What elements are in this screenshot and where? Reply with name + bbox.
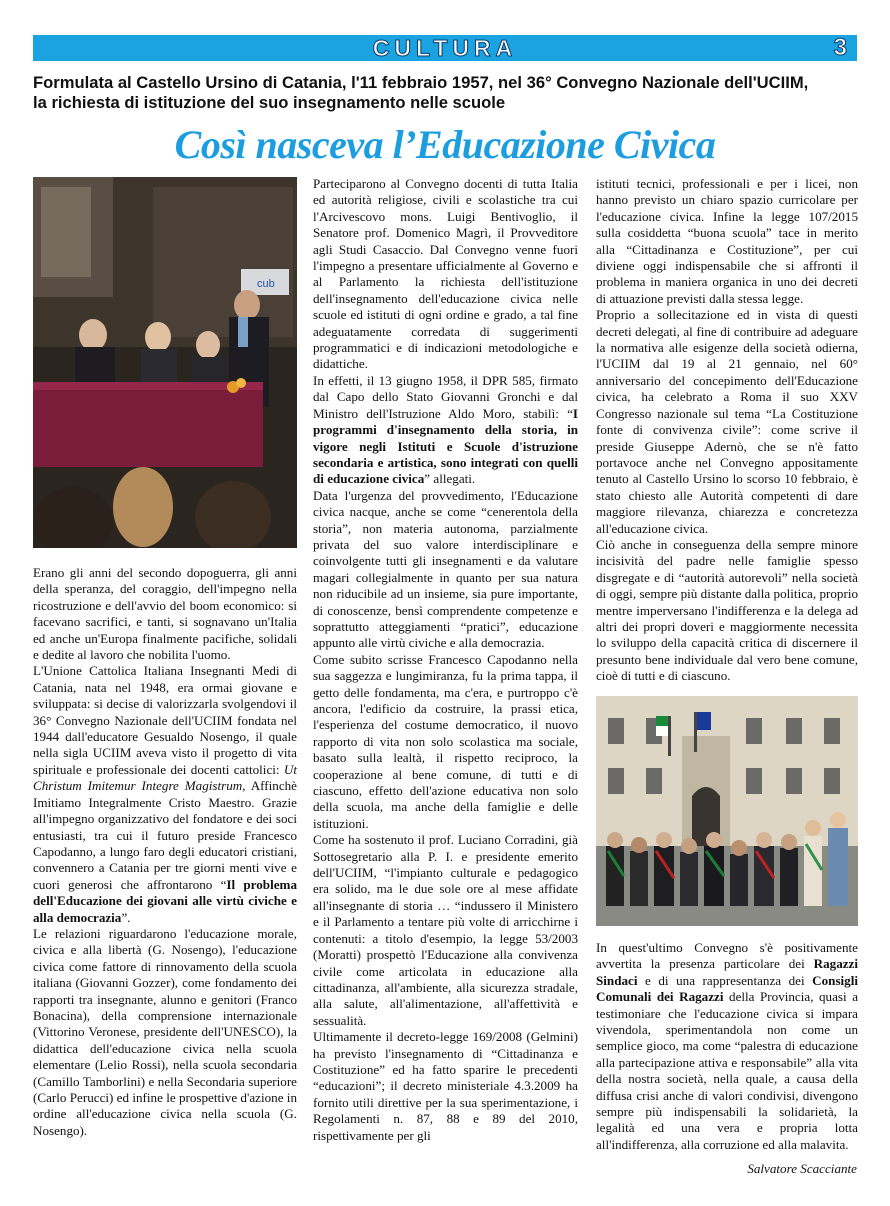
author-signature: Salvatore Scacciante <box>747 1161 857 1176</box>
paragraph: Come subito scrisse Francesco Capodanno nella sua saggezza e lungimiranza, fu la prima tappa, il getto delle fondamenta, ma c'era, e purtroppo c'è ancora, l'edificio da costruire, la prassi etica, l'esperienza del costume democratico, il nuovo rapporto di vita non solo scolastica ma sociale, basato sulla lealtà, il rispetto reciproco, la cooperazione al bene comune, di tutti e di ciascuno, effetto dell'azione educativa non solo della scuola, ma anche della famiglie e delle istituzioni. <box>313 651 578 831</box>
bold-quote: Il problema dell'Educazione dei giovani alle virtù civiche e alla democrazia <box>33 876 297 925</box>
article-column-1 <box>33 565 297 1139</box>
conference-photo <box>33 177 297 548</box>
page-number: 3 <box>833 34 847 61</box>
headline: Così nasceva l’Educazione Civica <box>174 122 716 167</box>
paragraph: Data l'urgenza del provvedimento, l'Educazione civica nacque, anche se come “cenerentola della storia”, non materia autonoma, parzialmente privata del suo valore interdisciplinare e coinvolgente tutti gli insegnamenti e da valutare magari collegialmente in quanto per sua natura non riducibile ad un insieme, sia pure importante, di conoscenze, bensì comprendente competenze e soprattutto atteggiamenti “pratici”, educazione appunto alle virtù civiche e alla democrazia. <box>313 487 578 651</box>
text-run: della Provincia, quasi a testimoniare che l'educazione civica si impara vivendola, sperimentandola non come un semplice gioco, ma come “palestra di educazione alla partecipazione attiva e responsabile” alla vita della nostra società, nella quale, a causa della diffusa crisi anche di valori condivisi, divengono sempre più indispensabili la solidarietà, la legalità ed una vera e propria lotta all'indifferenza, alla corruzione ed alla malavita. <box>596 989 859 1152</box>
section-title: CULTURA <box>372 35 518 61</box>
article-column-2 <box>313 176 578 1144</box>
paragraph <box>596 940 858 1153</box>
paragraph <box>33 663 297 926</box>
paragraph: Come ha sostenuto il prof. Luciano Corradini, già Sottosegretario alla P. I. e presidente emerito dell'UCIIM, “l'impianto culturale e pedagogico era solido, ma le due sole ore al mese affidate all'insegnante di storia … “indussero il Ministero e il Parlamento a tentare più volte di arricchirne i contenuti: a titolo d'esempio, la legge 53/2003 (Moratti) prospettò l'Educazione alla convivenza civile come articolata in educazione alla cittadinanza, all'ambiente, alla sicurezza stradale, alla salute, all'alimentazione, all'affettività e sessualità. <box>313 832 578 1028</box>
text-run: , Affinchè Imitiamo Integralmente Cristo Maestro. Grazie all'impegno organizzativo del fondatore e dei soci entusiasti, tra cui il futuro preside Francesco Capodanno, a lungo faro degli educatori cristiani, convennero a Catania per tre giorni menti vive e cuori generosi che affrontarono “ <box>33 778 297 892</box>
text-run: In quest'ultimo Convegno s'è positivamente avvertita la presenza particolare dei <box>596 940 858 972</box>
section-banner <box>33 35 857 61</box>
text-run: ”. <box>121 909 131 925</box>
bold-term: Ragazzi Sindaci <box>596 956 858 988</box>
text-run: ” allegati. <box>424 471 476 487</box>
bold-quote: I programmi d'insegnamento della storia, in vigore negli Istituti e Scuole d'istruzione secondaria e artistica, sono integrati con quelli di educazione civica <box>313 405 578 487</box>
paragraph: Ultimamente il decreto-legge 169/2008 (Gelmini) ha previsto l'insegnamento di “Cittadinanza e Costituzione” ed ha fatto sparire le precedenti “educazioni”; il decreto ministeriale 4.3.2009 ha fornito utili direttive per la sua sperimentazione, i Regolamenti n. 87, 88 e 89 del 2010, rispettivamente per gli <box>313 1029 578 1143</box>
desk-sign-text: cub <box>257 278 275 290</box>
paragraph: istituti tecnici, professionali e per i licei, non hanno previsto un chiaro spazio curricolare per l'educazione civica. Infine la legge 107/2015 sulla cosiddetta “buona scuola” tace in merito alla “Cittadinanza e Costituzione”, per cui diviene oggi indispensabile che si affronti il problema in maniera organica in uno dei decreti di attuazione previsti dalla stessa legge. <box>596 176 858 306</box>
paragraph: Proprio a sollecitazione ed in vista di questi decreti delegati, al fine di contribuire ad adeguare la normativa alle esigenze della società odierna, l'UCIIM dal 19 al 21 gennaio, nel 60° anniversario del concepimento dell'Educazione civica, ha celebrato a Roma il suo XXV Congresso nazionale sul tema “La Costituzione fonte di convivenza civile”: come scrive il preside Giuseppe Adernò, che se n'è fatto portavoce anche nel Convegno appositamente tenuto al Castello Ursino lo scorso 10 febbraio, è stato chiesto alle Autorità competenti di dare maggiore rilevanza, chiarezza e concretezza all'educazione civica. <box>596 307 858 536</box>
kicker-line-1: Formulata al Castello Ursino di Catania, l'11 febbraio 1957, nel 36° Convegno Nazionale dell'UCIIM, <box>33 73 809 92</box>
text-run: L'Unione Cattolica Italiana Insegnanti Medi di Catania, nata nel 1948, era ormai giovane e sviluppata: si decise di valorizzarla svolgendovi il 36° Convegno Nazionale dell'UCIIM fondata nel 1944 dall'educatore Gesualdo Nosengo, il quale nella sigla UCIIM aveva visto il progetto di vita spirituale e professionale dei docenti cattolici: <box>33 663 297 777</box>
text-run: e di una rappresentanza dei <box>637 972 813 988</box>
paragraph: Ciò anche in conseguenza della sempre minore incisività del padre nelle famiglie spesso disgregate e di “autorità autorevoli” nella società di oggi, sempre più distante dalla politica, proprio mentre imperversano l'indifferenza e la delega ad altri dei propri doveri e maggiormente necessita lo sviluppo della capacità critica di discernere il presunto bene individuale dal vero bene comune, cioè di tutti e di ciascuno. <box>596 536 858 684</box>
text-run: In effetti, il 13 giugno 1958, il DPR 585, firmato dal Capo dello Stato Giovanni Gronchi e dal Ministro dell'Istruzione Aldo Moro, stabilì: “ <box>313 372 578 421</box>
paragraph: Le relazioni riguardarono l'educazione morale, civica e alla libertà (G. Nosengo), l'educazione civica come fattore di rinnovamento della scuola italiana (Giovanni Gozzer), come fondamento dei rapporti tra insegnante, alunno e genitori (Franco Bonacina), della comprensione internazionale (Vittorino Veronese, presidente dell'UNESCO), la didattica dell'educazione civica nella scuola elementare (Lelio Rossi), nella scuola secondaria (Camillo Tamborlini) e nella Secondaria superiore (Carlo Perucci) ed infine le prospettive d'azione in ordine all'educazione civica nella scuola (G. Nosengo). <box>33 925 297 1138</box>
paragraph <box>313 373 578 488</box>
italic-motto: Ut Christum Imitemur Integre Magistrum <box>33 761 297 794</box>
article-column-3 <box>596 176 858 685</box>
kicker <box>33 73 857 113</box>
kicker-line-2: la richiesta di istituzione del suo insegnamento nelle scuole <box>33 93 506 112</box>
bold-term: Consigli Comunali dei Ragazzi <box>596 972 858 1005</box>
paragraph: Parteciparono al Convegno docenti di tutta Italia ed autorità religiose, civili e scolastiche tra cui l'Arcivescovo mons. Luigi Bentivoglio, il Senatore prof. Domenico Magrì, il Provveditore agli Studi Casaccio. Dal Convegno venne fuori l'impegno a presentare ufficialmente al Governo e al Parlamento la richiesta dell'istituzione dell'insegnamento dell'educazione civica nelle scuole ed istituti di ogni ordine e grado, a tal fine adeguatamente corredata di suggerimenti programmatici e di indicazioni metodologiche e didattiche. <box>313 176 578 372</box>
group-photo <box>596 696 858 926</box>
paragraph: Erano gli anni del secondo dopoguerra, gli anni della speranza, del coraggio, dell'impegno nella ricostruzione e dell'avvio del boom economico: si facevano sacrifici, e tanti, si sognavano un'Italia ed anche un'Europa finalmente pacifiche, solidali e dedite al lavoro che nobilita l'uomo. <box>33 565 297 663</box>
article-column-3-bottom <box>596 940 858 1153</box>
